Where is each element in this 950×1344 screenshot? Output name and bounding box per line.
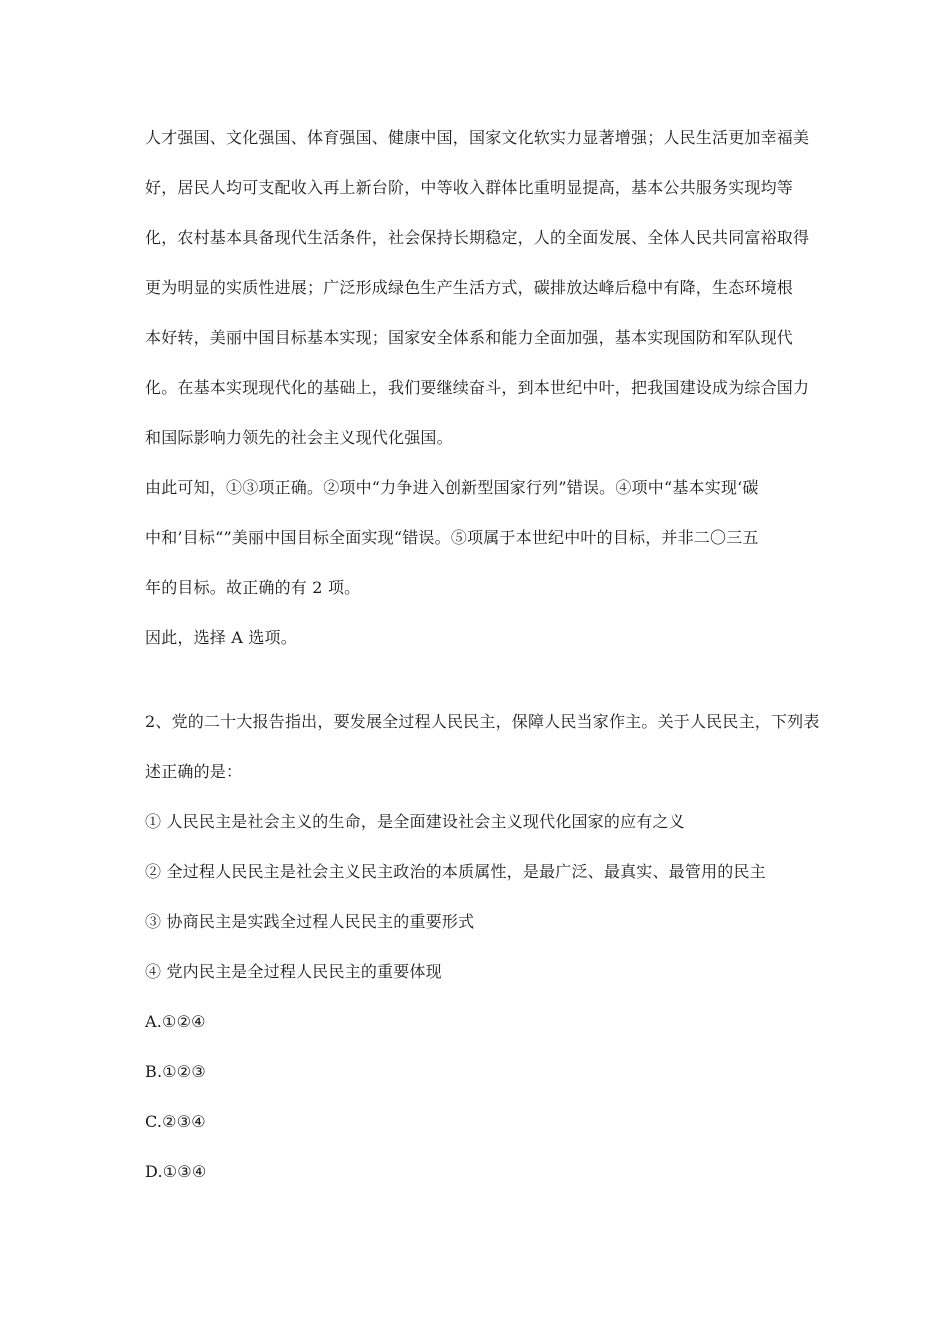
explanation-line: 化，农村基本具备现代生活条件，社会保持长期稳定，人的全面发展、全体人民共同富裕取得: [145, 228, 810, 247]
statement-2: ② 全过程人民民主是社会主义民主政治的本质属性，是最广泛、最真实、最管用的民主: [145, 862, 766, 881]
answer-conclusion: 因此，选择 A 选项。: [145, 628, 297, 647]
explanation-line: 好，居民人均可支配收入再上新台阶，中等收入群体比重明显提高，基本公共服务实现均等: [145, 178, 794, 197]
analysis-line: 年的目标。故正确的有 2 项。: [145, 578, 361, 597]
question-stem-line: 2、党的二十大报告指出，要发展全过程人民民主，保障人民当家作主。关于人民民主，下列表: [145, 712, 820, 731]
option-c: C.②③④: [145, 1112, 206, 1131]
option-a: A.①②④: [145, 1012, 206, 1031]
explanation-line: 人才强国、文化强国、体育强国、健康中国，国家文化软实力显著增强；人民生活更加幸福美: [145, 128, 810, 147]
analysis-line: 由此可知，①③项正确。②项中“力争进入创新型国家行列”错误。④项中“基本实现‘碳: [145, 478, 759, 497]
statement-4: ④ 党内民主是全过程人民民主的重要体现: [145, 962, 442, 981]
explanation-line: 和国际影响力领先的社会主义现代化强国。: [145, 428, 453, 447]
statement-3: ③ 协商民主是实践全过程人民民主的重要形式: [145, 912, 475, 931]
explanation-line: 本好转，美丽中国目标基本实现；国家安全体系和能力全面加强，基本实现国防和军队现代: [145, 328, 794, 347]
option-b: B.①②③: [145, 1062, 206, 1081]
question-stem-line: 述正确的是：: [145, 762, 243, 781]
explanation-line: 更为明显的实质性进展；广泛形成绿色生产生活方式，碳排放达峰后稳中有降，生态环境根: [145, 278, 794, 297]
analysis-line: 中和’目标“”美丽中国目标全面实现“错误。⑤项属于本世纪中叶的目标，并非二〇三五: [145, 528, 759, 547]
statement-1: ① 人民民主是社会主义的生命，是全面建设社会主义现代化国家的应有之义: [145, 812, 685, 831]
explanation-line: 化。在基本实现现代化的基础上，我们要继续奋斗，到本世纪中叶，把我国建设成为综合国力: [145, 378, 810, 397]
option-d: D.①③④: [145, 1162, 207, 1181]
